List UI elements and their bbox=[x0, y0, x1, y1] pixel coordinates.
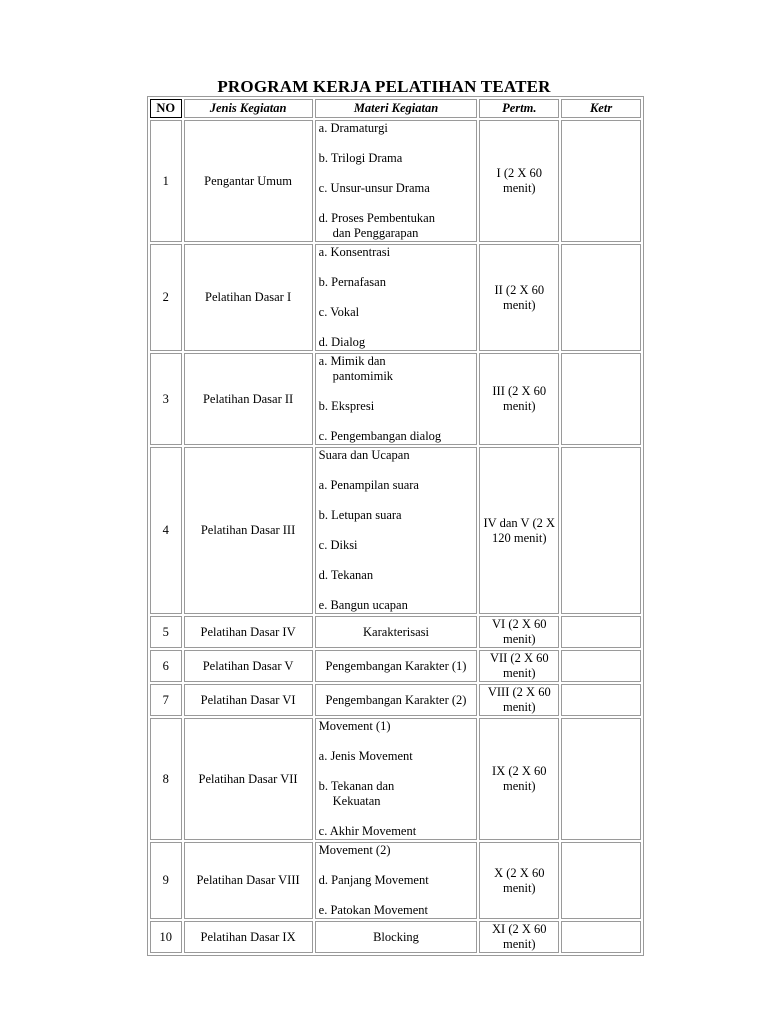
table-row bbox=[150, 718, 641, 840]
materi-item: e. Patokan Movement bbox=[318, 903, 428, 917]
row-pertm: I (2 X 60 menit) bbox=[479, 120, 559, 242]
page-title: PROGRAM KERJA PELATIHAN TEATER bbox=[217, 77, 551, 96]
header-no: NO bbox=[150, 99, 182, 118]
row-ketr bbox=[561, 718, 641, 840]
header-materi: Materi Kegiatan bbox=[315, 99, 478, 118]
row-pertm: VI (2 X 60 menit) bbox=[479, 616, 559, 648]
materi-item: a. Jenis Movement bbox=[318, 749, 413, 763]
materi-item: a. Mimik dan bbox=[318, 354, 386, 368]
row-jenis: Pelatihan Dasar IX bbox=[184, 921, 313, 953]
header-ketr: Ketr bbox=[561, 99, 641, 118]
table-row bbox=[150, 650, 641, 682]
row-jenis: Pelatihan Dasar VIII bbox=[184, 842, 313, 919]
row-ketr bbox=[561, 616, 641, 648]
row-materi bbox=[315, 921, 478, 953]
table-row bbox=[150, 684, 641, 716]
row-no: 5 bbox=[150, 616, 182, 648]
materi-item: pantomimik bbox=[332, 369, 394, 383]
materi-item: a. Dramaturgi bbox=[318, 121, 388, 135]
row-no: 1 bbox=[150, 120, 182, 242]
row-no: 8 bbox=[150, 718, 182, 840]
row-ketr bbox=[561, 921, 641, 953]
row-pertm: X (2 X 60 menit) bbox=[479, 842, 559, 919]
table-row bbox=[150, 447, 641, 614]
materi-item: Pengembangan Karakter (1) bbox=[325, 658, 467, 673]
materi-item: d. Proses Pembentukan bbox=[318, 211, 435, 225]
row-pertm: II (2 X 60 menit) bbox=[479, 244, 559, 351]
row-pertm: IV dan V (2 X 120 menit) bbox=[479, 447, 559, 614]
row-jenis: Pelatihan Dasar II bbox=[184, 353, 313, 445]
materi-item: a. Konsentrasi bbox=[318, 245, 391, 259]
row-jenis: Pengantar Umum bbox=[184, 120, 313, 242]
row-ketr bbox=[561, 447, 641, 614]
table-row bbox=[150, 120, 641, 242]
row-jenis: Pelatihan Dasar III bbox=[184, 447, 313, 614]
row-pertm: III (2 X 60 menit) bbox=[479, 353, 559, 445]
row-ketr bbox=[561, 353, 641, 445]
row-no: 6 bbox=[150, 650, 182, 682]
table-row bbox=[150, 616, 641, 648]
row-jenis: Pelatihan Dasar V bbox=[184, 650, 313, 682]
row-pertm: IX (2 X 60 menit) bbox=[479, 718, 559, 840]
materi-item: c. Vokal bbox=[318, 305, 360, 319]
header-jenis: Jenis Kegiatan bbox=[184, 99, 313, 118]
materi-item: Movement (2) bbox=[318, 843, 391, 857]
materi-item: c. Diksi bbox=[318, 538, 358, 552]
row-ketr bbox=[561, 244, 641, 351]
row-ketr bbox=[561, 120, 641, 242]
header-row bbox=[150, 99, 641, 118]
materi-item: b. Letupan suara bbox=[318, 508, 402, 522]
materi-item: e. Bangun ucapan bbox=[318, 598, 408, 612]
materi-item: d. Dialog bbox=[318, 335, 366, 349]
row-no: 2 bbox=[150, 244, 182, 351]
row-no: 10 bbox=[150, 921, 182, 953]
row-ketr bbox=[561, 684, 641, 716]
materi-item: Karakterisasi bbox=[363, 624, 429, 639]
row-pertm: VII (2 X 60 menit) bbox=[479, 650, 559, 682]
materi-item: Kekuatan bbox=[332, 794, 381, 808]
materi-item: Pengembangan Karakter (2) bbox=[325, 692, 467, 707]
materi-item: a. Penampilan suara bbox=[318, 478, 419, 492]
materi-item: d. Panjang Movement bbox=[318, 873, 429, 887]
row-ketr bbox=[561, 842, 641, 919]
table-row bbox=[150, 353, 641, 445]
row-materi bbox=[315, 120, 478, 242]
row-pertm: VIII (2 X 60 menit) bbox=[479, 684, 559, 716]
materi-item: Blocking bbox=[373, 929, 419, 944]
table-row bbox=[150, 842, 641, 919]
row-ketr bbox=[561, 650, 641, 682]
row-jenis: Pelatihan Dasar VI bbox=[184, 684, 313, 716]
row-no: 9 bbox=[150, 842, 182, 919]
materi-item: c. Unsur-unsur Drama bbox=[318, 181, 430, 195]
row-materi bbox=[315, 353, 478, 445]
row-materi bbox=[315, 447, 478, 614]
row-materi bbox=[315, 244, 478, 351]
materi-item: c. Akhir Movement bbox=[318, 824, 417, 838]
header-pertm: Pertm. bbox=[479, 99, 559, 118]
row-pertm: XI (2 X 60 menit) bbox=[479, 921, 559, 953]
table-row bbox=[150, 921, 641, 953]
row-materi bbox=[315, 616, 478, 648]
row-materi bbox=[315, 718, 478, 840]
materi-item: b. Pernafasan bbox=[318, 275, 386, 289]
row-no: 7 bbox=[150, 684, 182, 716]
row-no: 3 bbox=[150, 353, 182, 445]
row-no: 4 bbox=[150, 447, 182, 614]
row-jenis: Pelatihan Dasar VII bbox=[184, 718, 313, 840]
materi-item: c. Pengembangan dialog bbox=[318, 429, 442, 443]
row-materi bbox=[315, 842, 478, 919]
table-row bbox=[150, 244, 641, 351]
materi-item: b. Trilogi Drama bbox=[318, 151, 403, 165]
row-materi bbox=[315, 684, 478, 716]
materi-item: b. Ekspresi bbox=[318, 399, 375, 413]
materi-item: Suara dan Ucapan bbox=[318, 448, 410, 462]
row-materi bbox=[315, 650, 478, 682]
materi-item: dan Penggarapan bbox=[332, 226, 419, 240]
row-jenis: Pelatihan Dasar IV bbox=[184, 616, 313, 648]
program-table bbox=[147, 96, 644, 956]
materi-item: d. Tekanan bbox=[318, 568, 374, 582]
materi-item: Movement (1) bbox=[318, 719, 391, 733]
materi-item: b. Tekanan dan bbox=[318, 779, 395, 793]
row-jenis: Pelatihan Dasar I bbox=[184, 244, 313, 351]
